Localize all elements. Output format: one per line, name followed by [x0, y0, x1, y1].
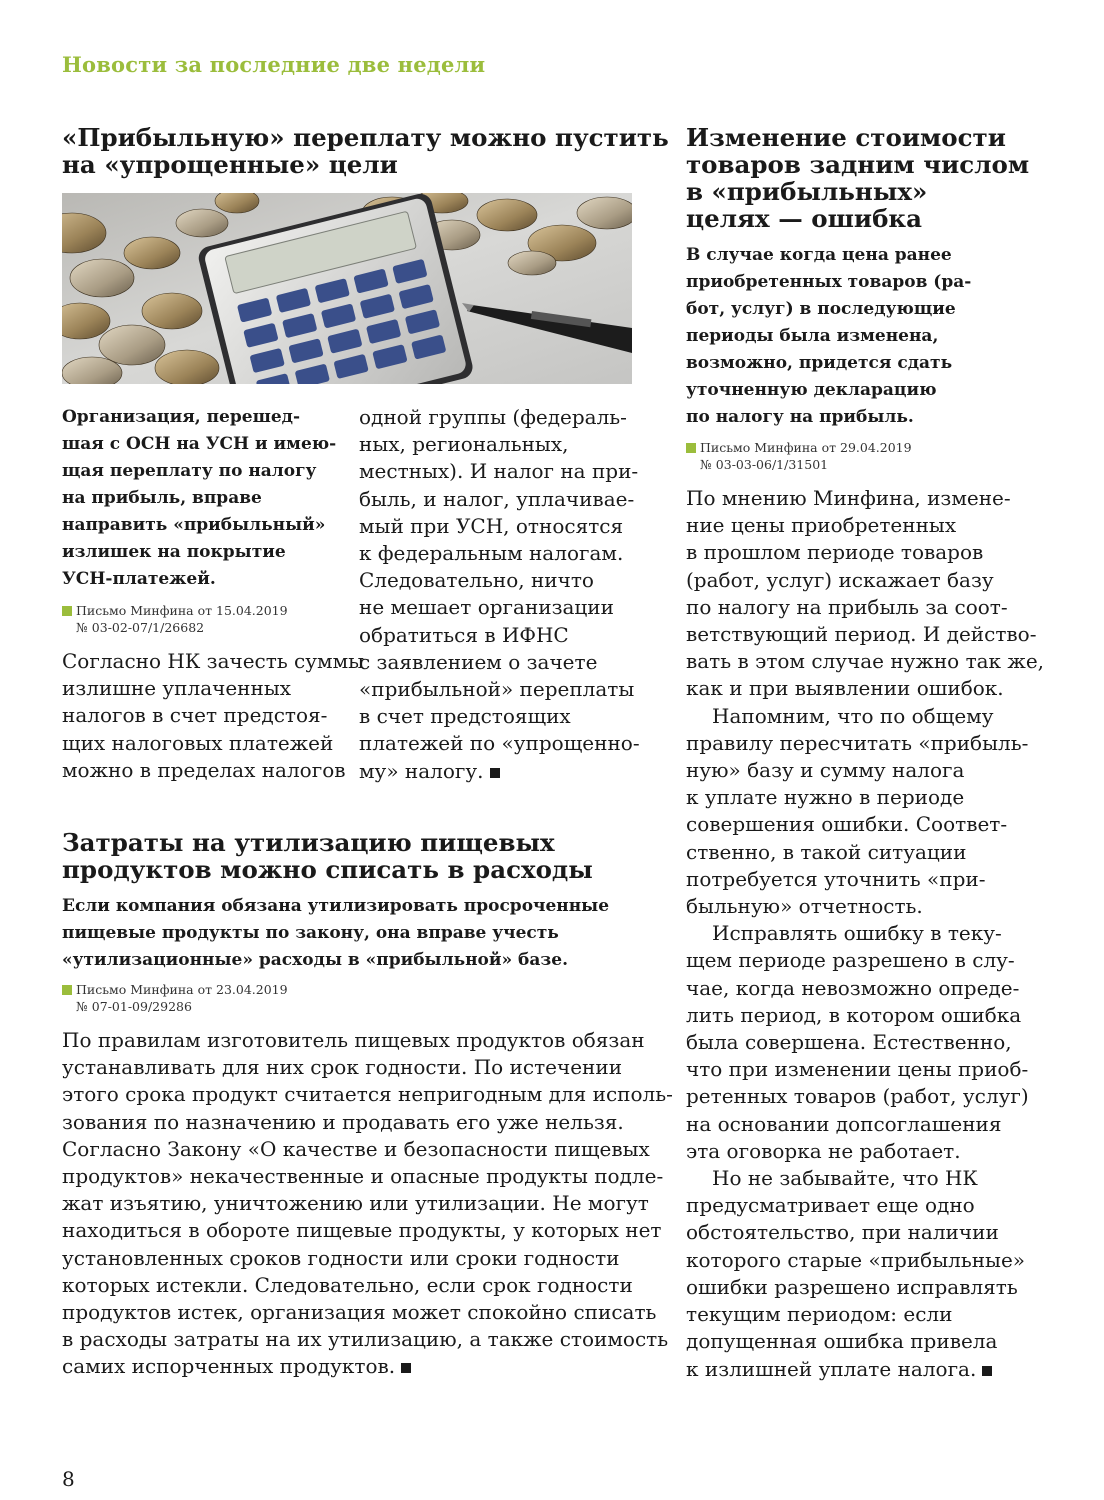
article1-lead	[62, 404, 342, 593]
lead-line: пищевые продукты по закону, она вправе учесть	[62, 923, 559, 943]
article2-source	[62, 982, 288, 1015]
body-line: эта оговорка не работает.	[686, 1138, 961, 1163]
lead-line: Организация, перешед-	[62, 407, 301, 427]
title-line: «Прибыльную» переплату можно пустить	[62, 123, 669, 152]
body-line: щем периоде разрешено в слу-	[686, 948, 1015, 973]
lead-line: возможно, придется сдать	[686, 353, 953, 373]
end-mark-icon	[982, 1366, 992, 1376]
body-line: устанавливать для них срок годности. По истечении	[62, 1055, 623, 1080]
end-mark-icon	[490, 768, 500, 778]
body-line: в прошлом периоде товаров	[686, 540, 984, 565]
body-line: местных). И налог на при-	[359, 459, 639, 484]
body-line: правилу пересчитать «прибыль-	[686, 730, 1029, 755]
body-line: текущим периодом: если	[686, 1302, 953, 1327]
body-line: ретенных товаров (работ, услуг)	[686, 1084, 1029, 1109]
body-text: самих испорченных продуктов.	[62, 1354, 396, 1379]
title-line: Изменение стоимости	[686, 123, 1006, 152]
body-line: не мешает организации	[359, 595, 614, 620]
end-mark-icon	[401, 1363, 411, 1373]
body-line: щих налоговых платежей	[62, 730, 334, 755]
lead-line: «утилизационные» расходы в «прибыльной» базе.	[62, 950, 568, 970]
lead-line: периоды была изменена,	[686, 326, 939, 346]
body-line: ошибки разрешено исправлять	[686, 1274, 1018, 1299]
page-number: 8	[62, 1467, 75, 1491]
article3-body	[686, 485, 1056, 1383]
body-line: зования по назначению и продавать его уже нельзя.	[62, 1109, 624, 1134]
section-title: Новости за последние две недели	[62, 52, 486, 77]
title-line: на «упрощенные» цели	[62, 150, 398, 179]
body-line: Следовательно, ничто	[359, 568, 594, 593]
body-line: продуктов истек, организация может спокойно списать	[62, 1300, 657, 1325]
body-line: быль, и налог, уплачивае-	[359, 486, 635, 511]
article3-lead	[686, 242, 1056, 431]
body-line: вать в этом случае нужно так же,	[686, 649, 1045, 674]
article2-body	[62, 1027, 673, 1381]
lead-line: излишек на покрытие	[62, 542, 286, 562]
source-line: № 07-01-09/29286	[76, 998, 192, 1014]
body-line-last	[359, 758, 639, 785]
title-line: целях — ошибка	[686, 204, 922, 233]
bullet-square-icon	[686, 443, 696, 453]
body-line: как и при выявлении ошибок.	[686, 676, 1004, 701]
bullet-square-icon	[62, 606, 72, 616]
body-line: потребуется уточнить «при-	[686, 866, 986, 891]
body-line: с заявлением о зачете	[359, 649, 598, 674]
body-line: Но не забывайте, что НК	[712, 1166, 978, 1191]
body-line: продуктов» некачественные и опасные продукты подле-	[62, 1164, 664, 1189]
article1-body-left	[62, 648, 365, 784]
body-line: платежей по «упрощенно-	[359, 731, 640, 756]
source-line: Письмо Минфина от 15.04.2019	[76, 603, 288, 618]
body-line: Напомним, что по общему	[712, 703, 994, 728]
body-line: Согласно Закону «О качестве и безопасности пищевых	[62, 1136, 650, 1161]
body-line-last	[686, 1356, 1056, 1383]
lead-line: шая с ОСН на УСН и имею-	[62, 434, 337, 454]
title-line: продуктов можно списать в расходы	[62, 855, 593, 884]
article1-body-right	[359, 404, 639, 785]
body-text: му» налогу.	[359, 758, 484, 783]
body-line: была совершена. Естественно,	[686, 1030, 1012, 1055]
lead-line: приобретенных товаров (ра-	[686, 272, 972, 292]
body-line: допущенная ошибка привела	[686, 1329, 998, 1354]
body-line: Исправлять ошибку в теку-	[712, 921, 1002, 946]
body-line: в счет предстоящих	[359, 704, 571, 729]
body-line: установленных сроков годности или сроки годности	[62, 1245, 620, 1270]
body-line: По мнению Минфина, измене-	[686, 486, 1011, 510]
body-line: предусматривает еще одно	[686, 1193, 975, 1218]
article2-title	[62, 829, 642, 883]
article2-lead	[62, 893, 642, 974]
source-line: Письмо Минфина от 23.04.2019	[76, 982, 288, 997]
body-text: к излишней уплате налога.	[686, 1356, 977, 1381]
article1-source	[62, 603, 288, 636]
body-line: которого старые «прибыльные»	[686, 1247, 1026, 1272]
body-line: ных, региональных,	[359, 432, 569, 457]
lead-line: УСН-платежей.	[62, 569, 216, 589]
body-line: жат изъятию, уничтожению или утилизации. Не могут	[62, 1191, 649, 1216]
body-line: можно в пределах налогов	[62, 757, 346, 782]
article3-title	[686, 124, 1056, 232]
body-line: совершения ошибки. Соответ-	[686, 812, 1008, 837]
lead-line: Если компания обязана утилизировать просроченные	[62, 896, 610, 916]
body-line: мый при УСН, относятся	[359, 513, 624, 538]
source-line: № 03-02-07/1/26682	[76, 619, 205, 635]
body-line: (работ, услуг) искажает базу	[686, 567, 994, 592]
title-line: в «прибыльных»	[686, 177, 928, 206]
lead-line: уточненную декларацию	[686, 380, 937, 400]
title-line: товаров задним числом	[686, 150, 1030, 179]
lead-line: В случае когда цена ранее	[686, 245, 952, 265]
body-line: находиться в обороте пищевые продукты, у которых нет	[62, 1218, 662, 1243]
body-line: «прибыльной» переплаты	[359, 677, 635, 702]
body-line: что при изменении цены приоб-	[686, 1057, 1029, 1082]
lead-line: на прибыль, вправе	[62, 488, 262, 508]
body-line: По правилам изготовитель пищевых продуктов обязан	[62, 1028, 645, 1052]
calculator-coins-photo	[62, 193, 632, 384]
body-line: обратиться в ИФНС	[359, 622, 569, 647]
body-line: Согласно НК зачесть суммы	[62, 649, 365, 673]
body-line: ную» базу и сумму налога	[686, 758, 965, 783]
source-line: № 03-03-06/1/31501	[700, 456, 829, 472]
body-line: которых истекли. Следовательно, если срок годности	[62, 1272, 633, 1297]
article3-source	[686, 440, 912, 473]
body-line: чае, когда невозможно опреде-	[686, 975, 1020, 1000]
lead-line: направить «прибыльный»	[62, 515, 326, 535]
body-line: этого срока продукт считается непригодным для исполь-	[62, 1082, 673, 1107]
source-line: Письмо Минфина от 29.04.2019	[700, 440, 912, 455]
body-line: в расходы затраты на их утилизацию, а также стоимость	[62, 1327, 669, 1352]
lead-line: бот, услуг) в последующие	[686, 299, 956, 319]
lead-line: щая переплату по налогу	[62, 461, 317, 481]
body-line: на основании допсоглашения	[686, 1111, 1002, 1136]
body-line: ние цены приобретенных	[686, 513, 957, 538]
body-line: по налогу на прибыль за соот-	[686, 594, 1008, 619]
lead-line: по налогу на прибыль.	[686, 407, 914, 427]
body-line: к федеральным налогам.	[359, 541, 624, 566]
body-line: ветствующий период. И действо-	[686, 622, 1037, 647]
body-line: лить период, в котором ошибка	[686, 1002, 1022, 1027]
body-line: к уплате нужно в периоде	[686, 785, 965, 810]
body-line-last	[62, 1353, 642, 1380]
article1-title	[62, 123, 669, 179]
bullet-square-icon	[62, 985, 72, 995]
body-line: быльную» отчетность.	[686, 894, 923, 919]
body-line: излишне уплаченных	[62, 676, 292, 701]
body-line: одной группы (федераль-	[359, 405, 627, 429]
title-line: Затраты на утилизацию пищевых	[62, 828, 555, 857]
body-line: обстоятельство, при наличии	[686, 1220, 999, 1245]
body-line: налогов в счет предстоя-	[62, 703, 328, 728]
body-line: ственно, в такой ситуации	[686, 839, 967, 864]
